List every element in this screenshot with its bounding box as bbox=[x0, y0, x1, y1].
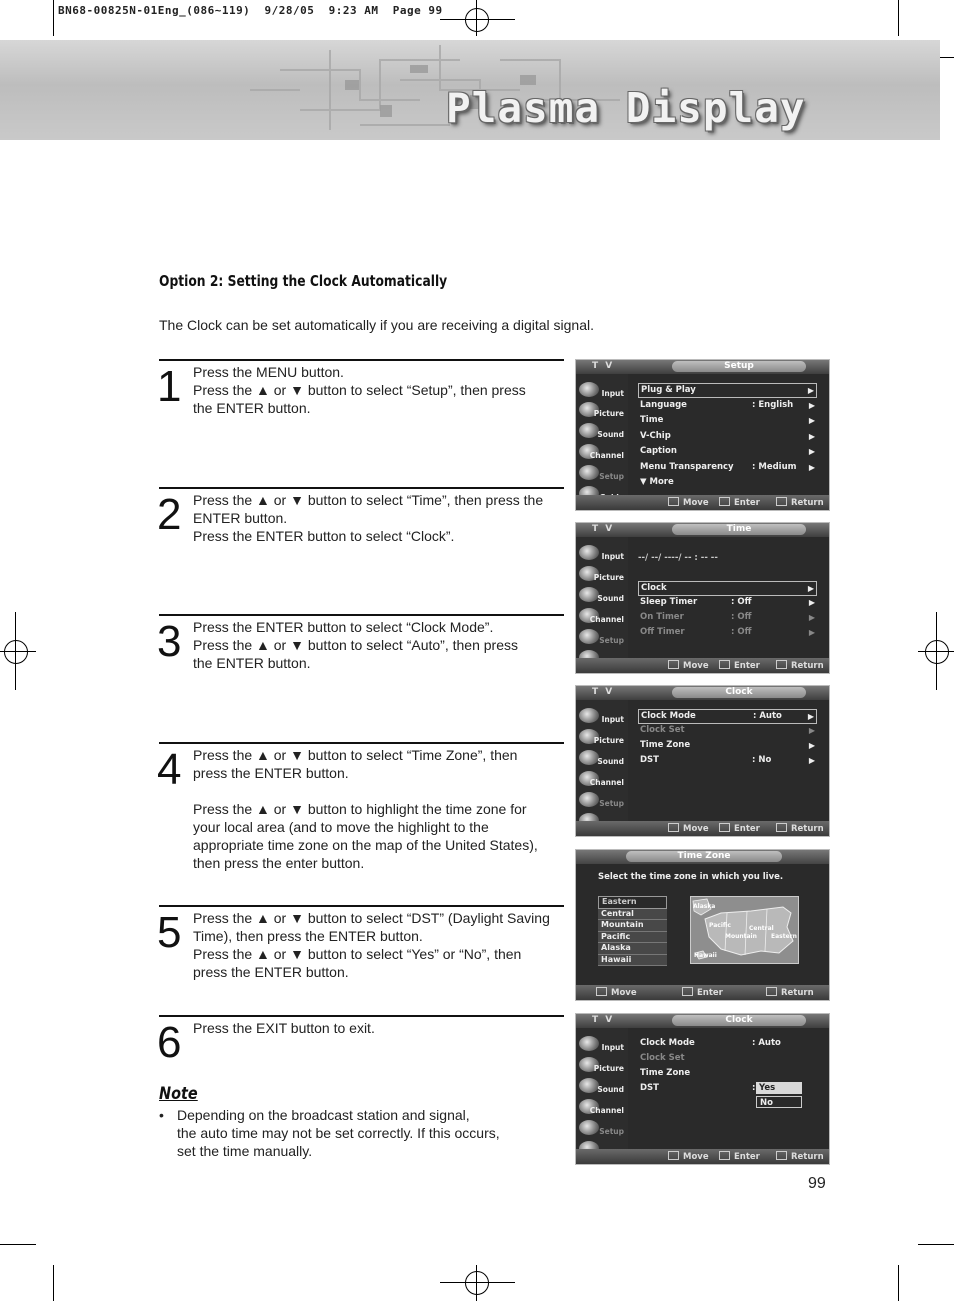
sidebar-label: Channel bbox=[589, 615, 624, 624]
hint-label: Move bbox=[611, 988, 637, 998]
enter-icon bbox=[719, 660, 730, 669]
step-line: Press the MENU button. bbox=[193, 364, 344, 380]
sidebar-label: Sound bbox=[597, 757, 624, 766]
step-text bbox=[193, 491, 563, 545]
sidebar-item-sound[interactable] bbox=[576, 1076, 628, 1096]
menu-label: ▼ More bbox=[640, 477, 674, 487]
registration-mark bbox=[465, 1271, 489, 1295]
menu-item-time-zone[interactable] bbox=[638, 739, 817, 752]
step-line: appropriate time zone on the map of the United States), bbox=[193, 837, 538, 853]
step-line: the ENTER button. bbox=[193, 400, 311, 416]
move-hint bbox=[668, 497, 709, 508]
osd-clock-menu bbox=[575, 685, 830, 837]
step-line: press the ENTER button. bbox=[193, 765, 349, 781]
input-icon bbox=[579, 382, 599, 397]
menu-item-off-timer[interactable] bbox=[638, 626, 817, 639]
step-text bbox=[193, 618, 563, 672]
return-hint bbox=[776, 497, 824, 508]
enter-icon bbox=[682, 987, 693, 996]
crop-mark bbox=[53, 1265, 54, 1301]
menu-value: : Auto bbox=[753, 711, 782, 721]
arrow-right-icon: ▶ bbox=[808, 726, 815, 735]
sidebar-item-sound[interactable] bbox=[576, 421, 628, 441]
menu-value: : No bbox=[752, 755, 772, 765]
hint-label: Move bbox=[683, 824, 709, 834]
crop-mark bbox=[918, 1244, 954, 1245]
updown-icon bbox=[668, 1151, 679, 1160]
menu-item-v-chip[interactable] bbox=[638, 430, 817, 443]
sidebar-item-picture[interactable] bbox=[576, 400, 628, 420]
sidebar-item-input[interactable] bbox=[576, 543, 628, 563]
sidebar-item-input[interactable] bbox=[576, 1034, 628, 1054]
step-1 bbox=[159, 359, 564, 487]
menu-label: Plug & Play bbox=[641, 385, 696, 395]
time-zone-list bbox=[598, 896, 667, 966]
return-hint bbox=[776, 660, 824, 671]
sidebar-label: Channel bbox=[589, 1106, 624, 1115]
hint-label: Return bbox=[791, 661, 824, 671]
sidebar-label: Sound bbox=[597, 594, 624, 603]
osd-title-bar bbox=[576, 360, 829, 374]
menu-label: Language bbox=[640, 400, 687, 410]
menu-label: Clock Mode bbox=[640, 1038, 695, 1048]
hint-label: Move bbox=[683, 498, 709, 508]
menu-label: Clock Set bbox=[640, 1053, 685, 1063]
setup-icon bbox=[579, 1120, 599, 1135]
step-2 bbox=[159, 487, 564, 615]
osd-title: Time Zone bbox=[626, 851, 782, 862]
menu-label: Off Timer bbox=[640, 627, 685, 637]
step-line: Press the ▲ or ▼ button to select “Setup”, then press bbox=[193, 382, 526, 398]
sound-icon bbox=[579, 750, 599, 765]
section-intro: The Clock can be set automatically if you are receiving a digital signal. bbox=[159, 317, 594, 333]
arrow-right-icon: ▶ bbox=[808, 432, 815, 441]
hint-label: Return bbox=[791, 824, 824, 834]
step-5 bbox=[159, 905, 564, 1015]
dst-option-yes[interactable]: Yes bbox=[756, 1082, 802, 1094]
sidebar-item-channel[interactable] bbox=[576, 442, 628, 462]
osd-sidebar bbox=[576, 537, 628, 659]
sidebar-item-setup[interactable] bbox=[576, 627, 628, 647]
hint-label: Enter bbox=[734, 661, 760, 671]
osd-tv-label: T V bbox=[592, 361, 615, 371]
menu-label: Time Zone bbox=[640, 1068, 691, 1078]
menu-item-clock-mode[interactable] bbox=[638, 709, 817, 724]
sidebar-label: Input bbox=[601, 389, 624, 398]
crop-mark bbox=[898, 1265, 899, 1301]
note-heading: Note bbox=[159, 1084, 198, 1104]
registration-mark bbox=[4, 640, 28, 664]
menu-item-time-zone[interactable] bbox=[638, 1067, 817, 1080]
menu-item-on-timer[interactable] bbox=[638, 611, 817, 624]
hint-label: Move bbox=[683, 661, 709, 671]
sidebar-label: Picture bbox=[593, 409, 624, 418]
osd-title-bar bbox=[576, 686, 829, 700]
osd-sidebar bbox=[576, 374, 628, 496]
registration-mark bbox=[440, 1282, 515, 1283]
osd-title: Time bbox=[672, 524, 806, 535]
arrow-right-icon: ▶ bbox=[808, 628, 815, 637]
osd-tv-label: T V bbox=[592, 1015, 615, 1025]
zone-option-pacific[interactable]: Pacific bbox=[598, 932, 667, 944]
sound-icon bbox=[579, 1078, 599, 1093]
sidebar-label: Input bbox=[601, 715, 624, 724]
menu-label: On Timer bbox=[640, 612, 684, 622]
step-line: ENTER button. bbox=[193, 510, 288, 526]
menu-item-clock-mode[interactable] bbox=[638, 1037, 817, 1050]
note-body bbox=[159, 1106, 500, 1160]
enter-icon bbox=[719, 497, 730, 506]
osd-title-bar bbox=[576, 523, 829, 537]
registration-mark bbox=[465, 8, 489, 32]
menu-item-plug-and-play[interactable] bbox=[638, 383, 817, 398]
menu-value: : Off bbox=[731, 597, 752, 607]
menu-value: : Auto bbox=[752, 1038, 781, 1048]
sound-icon bbox=[579, 423, 599, 438]
return-icon bbox=[776, 497, 787, 506]
sidebar-item-channel[interactable] bbox=[576, 1097, 628, 1117]
return-hint bbox=[776, 823, 824, 834]
sidebar-label: Picture bbox=[593, 1064, 624, 1073]
hint-label: Enter bbox=[734, 1152, 760, 1162]
note-line: Depending on the broadcast station and signal, bbox=[177, 1107, 470, 1123]
arrow-right-icon: ▶ bbox=[808, 756, 815, 765]
step-number: 6 bbox=[157, 1018, 182, 1067]
setup-icon bbox=[579, 629, 599, 644]
step-line: Press the ▲ or ▼ button to highlight the time zone for bbox=[193, 801, 527, 817]
osd-footer bbox=[576, 495, 829, 510]
sidebar-label: Setup bbox=[599, 472, 624, 481]
return-icon bbox=[776, 823, 787, 832]
menu-label: V-Chip bbox=[640, 431, 671, 441]
menu-label: Clock Set bbox=[640, 725, 685, 735]
updown-icon bbox=[668, 823, 679, 832]
step-line: your local area (and to move the highlight to the bbox=[193, 819, 489, 835]
sidebar-label: Channel bbox=[589, 778, 624, 787]
menu-label: Time bbox=[640, 415, 664, 425]
step-line: the ENTER button. bbox=[193, 655, 311, 671]
current-time-display: --/ --/ ----/ -- : -- -- bbox=[638, 553, 718, 563]
step-line: press the ENTER button. bbox=[193, 964, 349, 980]
enter-icon bbox=[719, 823, 730, 832]
step-number: 2 bbox=[157, 490, 182, 539]
sidebar-label: Setup bbox=[599, 636, 624, 645]
step-line: Press the EXIT button to exit. bbox=[193, 1020, 375, 1036]
step-number: 3 bbox=[157, 617, 182, 666]
time-zone-prompt: Select the time zone in which you live. bbox=[598, 872, 784, 882]
header-banner bbox=[0, 40, 940, 140]
arrow-right-icon: ▶ bbox=[807, 584, 814, 593]
usa-time-zone-map[interactable] bbox=[690, 896, 799, 964]
osd-title: Clock bbox=[672, 1015, 806, 1026]
enter-hint bbox=[719, 497, 760, 508]
map-label: Pacific bbox=[709, 922, 731, 929]
menu-label: DST bbox=[640, 755, 659, 765]
menu-item-menu-transparency[interactable] bbox=[638, 461, 817, 474]
hint-label: Enter bbox=[697, 988, 723, 998]
menu-label: Sleep Timer bbox=[640, 597, 698, 607]
input-icon bbox=[579, 708, 599, 723]
menu-item-clock[interactable] bbox=[638, 581, 817, 596]
menu-value: : English bbox=[752, 400, 794, 410]
bullet: • bbox=[159, 1107, 164, 1123]
menu-label: DST bbox=[640, 1083, 659, 1093]
print-slug: BN68-00825N-01Eng_(086~119) 9/28/05 9:23 AM Page 99 bbox=[58, 4, 443, 17]
osd-title-bar bbox=[576, 1014, 829, 1028]
input-icon bbox=[579, 1036, 599, 1051]
sidebar-label: Picture bbox=[593, 736, 624, 745]
menu-label: Clock Mode bbox=[641, 711, 696, 721]
osd-tv-label: T V bbox=[592, 687, 615, 697]
dst-option-no[interactable]: No bbox=[756, 1096, 802, 1108]
step-line: Press the ▲ or ▼ button to select “DST” (Daylight Saving bbox=[193, 910, 550, 926]
osd-title: Clock bbox=[672, 687, 806, 698]
map-label: Hawaii bbox=[694, 952, 717, 959]
step-3 bbox=[159, 614, 564, 742]
registration-mark bbox=[936, 612, 937, 690]
sidebar-label: Setup bbox=[599, 799, 624, 808]
step-line: Press the ENTER button to select “Clock”. bbox=[193, 528, 455, 544]
osd-setup-menu bbox=[575, 359, 830, 511]
arrow-right-icon: ▶ bbox=[808, 401, 815, 410]
menu-item-caption[interactable] bbox=[638, 445, 817, 458]
sidebar-label: Channel bbox=[589, 451, 624, 460]
registration-mark bbox=[476, 1265, 477, 1301]
enter-icon bbox=[719, 1151, 730, 1160]
updown-icon bbox=[668, 660, 679, 669]
move-hint bbox=[668, 1151, 709, 1162]
step-text bbox=[193, 746, 563, 872]
sidebar-item-picture[interactable] bbox=[576, 564, 628, 584]
step-number: 1 bbox=[157, 362, 182, 411]
menu-value: : bbox=[752, 1083, 756, 1093]
step-line: Press the ▲ or ▼ button to select “Time”, then press the bbox=[193, 492, 544, 508]
sidebar-item-sound[interactable] bbox=[576, 748, 628, 768]
step-text bbox=[193, 909, 563, 981]
updown-icon bbox=[596, 987, 607, 996]
menu-value: : Off bbox=[731, 612, 752, 622]
map-label: Alaska bbox=[693, 903, 716, 910]
sidebar-item-setup[interactable] bbox=[576, 790, 628, 810]
sidebar-item-channel[interactable] bbox=[576, 606, 628, 626]
registration-mark bbox=[440, 19, 515, 20]
step-6 bbox=[159, 1015, 564, 1077]
move-hint bbox=[668, 660, 709, 671]
return-icon bbox=[776, 1151, 787, 1160]
registration-mark bbox=[0, 651, 36, 652]
page-number: 99 bbox=[808, 1175, 826, 1192]
sidebar-item-setup[interactable] bbox=[576, 463, 628, 483]
menu-label: Menu Transparency bbox=[640, 462, 734, 472]
arrow-right-icon: ▶ bbox=[808, 741, 815, 750]
osd-sidebar bbox=[576, 700, 628, 822]
registration-mark bbox=[15, 612, 16, 690]
registration-mark bbox=[476, 0, 477, 36]
input-icon bbox=[579, 545, 599, 560]
return-icon bbox=[776, 660, 787, 669]
zone-option-mountain[interactable]: Mountain bbox=[598, 920, 667, 932]
osd-footer bbox=[576, 658, 829, 673]
hint-label: Return bbox=[791, 498, 824, 508]
note-line: set the time manually. bbox=[177, 1143, 313, 1159]
osd-title-bar bbox=[576, 850, 829, 864]
move-hint bbox=[596, 987, 637, 998]
menu-label: Clock bbox=[641, 583, 667, 593]
crop-mark bbox=[0, 1244, 36, 1245]
arrow-right-icon: ▶ bbox=[807, 712, 814, 721]
sidebar-label: Sound bbox=[597, 1085, 624, 1094]
step-line: then press the enter button. bbox=[193, 855, 365, 871]
menu-item-sleep-timer[interactable] bbox=[638, 596, 817, 609]
updown-icon bbox=[668, 497, 679, 506]
osd-footer bbox=[576, 1149, 829, 1164]
step-number: 5 bbox=[157, 908, 182, 957]
hint-label: Return bbox=[781, 988, 814, 998]
zone-option-hawaii[interactable]: Hawaii bbox=[598, 955, 667, 967]
return-hint bbox=[766, 987, 814, 998]
step-text bbox=[193, 363, 563, 417]
osd-sidebar bbox=[576, 1028, 628, 1150]
sidebar-item-input[interactable] bbox=[576, 706, 628, 726]
osd-menu-list bbox=[632, 537, 823, 657]
sidebar-label: Input bbox=[601, 1043, 624, 1052]
enter-hint bbox=[682, 987, 723, 998]
menu-value: : Off bbox=[731, 627, 752, 637]
banner-title: Plasma Display bbox=[446, 84, 806, 132]
crop-mark bbox=[53, 0, 54, 36]
osd-time-menu bbox=[575, 522, 830, 674]
step-text bbox=[193, 1019, 563, 1037]
map-label: Mountain bbox=[725, 933, 757, 940]
menu-item-time[interactable] bbox=[638, 414, 817, 427]
step-line: Press the ▲ or ▼ button to select “Yes” or “No”, then bbox=[193, 946, 522, 962]
arrow-right-icon: ▶ bbox=[808, 598, 815, 607]
step-number: 4 bbox=[157, 745, 182, 794]
setup-icon bbox=[579, 465, 599, 480]
menu-item-dst[interactable] bbox=[638, 754, 817, 767]
menu-item-language[interactable] bbox=[638, 399, 817, 412]
map-label: Central bbox=[749, 925, 774, 932]
osd-tv-label: T V bbox=[592, 524, 615, 534]
osd-time-zone bbox=[575, 849, 830, 1001]
menu-item-clock-set[interactable] bbox=[638, 724, 817, 737]
hint-label: Enter bbox=[734, 824, 760, 834]
enter-hint bbox=[719, 660, 760, 671]
osd-clock-dst-menu bbox=[575, 1013, 830, 1165]
step-line: Time), then press the ENTER button. bbox=[193, 928, 423, 944]
sidebar-label: Setup bbox=[599, 1127, 624, 1136]
arrow-right-icon: ▶ bbox=[808, 416, 815, 425]
move-hint bbox=[668, 823, 709, 834]
hint-label: Return bbox=[791, 1152, 824, 1162]
arrow-right-icon: ▶ bbox=[808, 613, 815, 622]
hint-label: Enter bbox=[734, 498, 760, 508]
sidebar-label: Sound bbox=[597, 430, 624, 439]
return-hint bbox=[776, 1151, 824, 1162]
sidebar-item-picture[interactable] bbox=[576, 1055, 628, 1075]
step-line: Press the ▲ or ▼ button to select “Time Zone”, then bbox=[193, 747, 518, 763]
step-line: Press the ▲ or ▼ button to select “Auto”, then press bbox=[193, 637, 518, 653]
sidebar-item-input[interactable] bbox=[576, 380, 628, 400]
arrow-right-icon: ▶ bbox=[808, 463, 815, 472]
osd-title: Setup bbox=[672, 361, 806, 372]
step-line: Press the ENTER button to select “Clock Mode”. bbox=[193, 619, 494, 635]
osd-footer bbox=[576, 821, 829, 836]
section-heading: Option 2: Setting the Clock Automatically bbox=[159, 272, 448, 290]
menu-label: Time Zone bbox=[640, 740, 691, 750]
menu-label: Caption bbox=[640, 446, 677, 456]
sidebar-item-sound[interactable] bbox=[576, 585, 628, 605]
map-label: Eastern bbox=[771, 933, 797, 940]
arrow-right-icon: ▶ bbox=[808, 447, 815, 456]
crop-mark bbox=[898, 0, 899, 36]
sidebar-item-picture[interactable] bbox=[576, 727, 628, 747]
osd-footer bbox=[576, 985, 829, 1000]
sidebar-label: Input bbox=[601, 552, 624, 561]
setup-icon bbox=[579, 792, 599, 807]
menu-item-more[interactable] bbox=[638, 476, 817, 489]
osd-menu-list bbox=[632, 374, 823, 494]
step-4 bbox=[159, 742, 564, 904]
enter-hint bbox=[719, 1151, 760, 1162]
return-icon bbox=[766, 987, 777, 996]
sidebar-item-channel[interactable] bbox=[576, 769, 628, 789]
menu-value: : Medium bbox=[752, 462, 797, 472]
note-line: the auto time may not be set correctly. If this occurs, bbox=[177, 1125, 500, 1141]
zone-option-alaska[interactable]: Alaska bbox=[598, 943, 667, 955]
sound-icon bbox=[579, 587, 599, 602]
zone-option-eastern[interactable]: Eastern bbox=[598, 896, 667, 909]
arrow-right-icon: ▶ bbox=[807, 386, 814, 395]
hint-label: Move bbox=[683, 1152, 709, 1162]
zone-option-central[interactable]: Central bbox=[598, 909, 667, 921]
sidebar-item-setup[interactable] bbox=[576, 1118, 628, 1138]
enter-hint bbox=[719, 823, 760, 834]
registration-mark bbox=[925, 640, 949, 664]
menu-item-clock-set[interactable] bbox=[638, 1052, 817, 1065]
osd-menu-list bbox=[632, 700, 823, 820]
sidebar-label: Picture bbox=[593, 573, 624, 582]
